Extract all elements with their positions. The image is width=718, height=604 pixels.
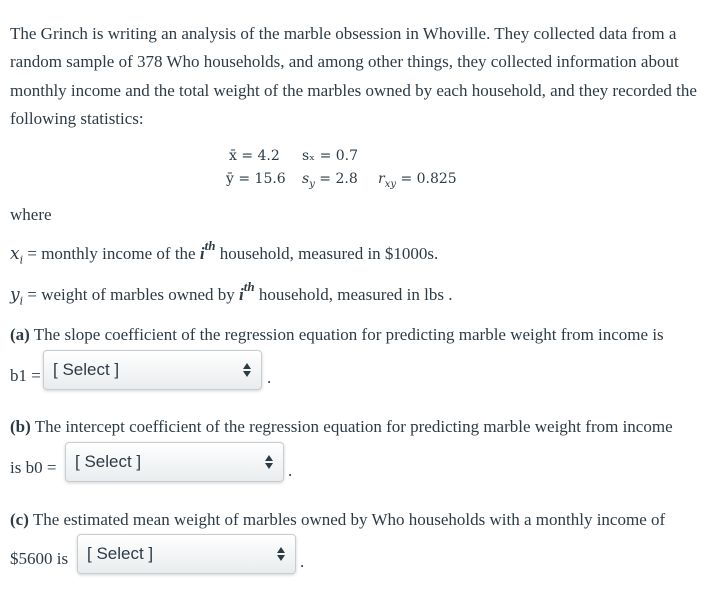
select-updown-icon xyxy=(264,454,274,470)
sy-symbol: s xyxy=(302,171,310,187)
yi-subscript: i xyxy=(19,294,24,308)
question-c-body: The estimated mean weight of marbles owned by Who households with a monthly income of xyxy=(28,510,666,529)
r-subscript: xy xyxy=(384,178,396,190)
question-a-select-value: [ Select ] xyxy=(53,360,120,379)
xi-pre-text: = monthly income of the xyxy=(23,244,200,263)
question-a-select[interactable] xyxy=(43,350,262,390)
question-a-period: . xyxy=(267,368,272,387)
question-b-lead: is b0 = xyxy=(10,458,57,477)
question-c-text xyxy=(10,510,665,530)
r-symbol: r xyxy=(378,171,385,187)
stats-row-2 xyxy=(0,171,718,191)
question-c-select[interactable] xyxy=(77,534,296,574)
question-c-select-value: [ Select ] xyxy=(87,544,154,563)
question-b-body: The intercept coefficient of the regression equation for predicting marble weight from income xyxy=(30,417,673,436)
yi-post-text: household, measured in lbs . xyxy=(254,285,453,304)
xi-superscript: th xyxy=(204,238,216,253)
yi-pre-text: = weight of marbles owned by xyxy=(23,285,240,304)
question-c-period: . xyxy=(300,552,305,571)
question-a-lead: b1 = xyxy=(10,366,41,385)
sx-stat: sₓ = 0.7 xyxy=(302,148,359,164)
select-updown-icon xyxy=(242,362,252,378)
question-c-lead: $5600 is xyxy=(10,549,69,568)
sy-subscript: y xyxy=(309,178,315,190)
question-b-text xyxy=(10,417,673,437)
xi-post-text: household, measured in $1000s. xyxy=(215,244,439,263)
yi-definition xyxy=(10,279,453,308)
ybar-stat: ȳ = 15.6 xyxy=(226,171,286,187)
question-b-tag: (b) xyxy=(10,417,31,436)
xi-i: i xyxy=(199,244,205,263)
question-a-text xyxy=(10,325,664,345)
question-a-tag: (a) xyxy=(10,325,30,344)
question-a-body: The slope coefficient of the regression equation for predicting marble weight from income is xyxy=(29,325,664,344)
question-b-select-value: [ Select ] xyxy=(75,452,142,471)
xi-definition xyxy=(10,238,439,267)
question-b-period: . xyxy=(288,461,293,480)
intro-paragraph: The Grinch is writing an analysis of the marble obsession in Whoville. They collected data from a random sample of 378 Who households, and among other things, they collected information about monthly income and the total weight of the marbles owned by each household, and they recorded the following statistics: xyxy=(10,24,697,128)
xi-variable: x xyxy=(10,244,20,264)
yi-superscript: th xyxy=(243,279,255,294)
question-c-tag: (c) xyxy=(10,510,29,529)
sy-stat xyxy=(302,171,358,190)
question-b-select[interactable] xyxy=(65,442,284,482)
select-updown-icon xyxy=(276,546,286,562)
stats-row-1 xyxy=(0,148,718,168)
yi-i: i xyxy=(239,285,244,304)
r-stat xyxy=(378,171,457,190)
yi-variable: y xyxy=(10,285,20,305)
sy-value: = 2.8 xyxy=(314,171,358,187)
r-value: = 0.825 xyxy=(396,171,457,187)
where-label: where xyxy=(10,205,52,224)
xi-subscript: i xyxy=(19,253,24,267)
xbar-stat: x̄ = 4.2 xyxy=(229,148,280,164)
